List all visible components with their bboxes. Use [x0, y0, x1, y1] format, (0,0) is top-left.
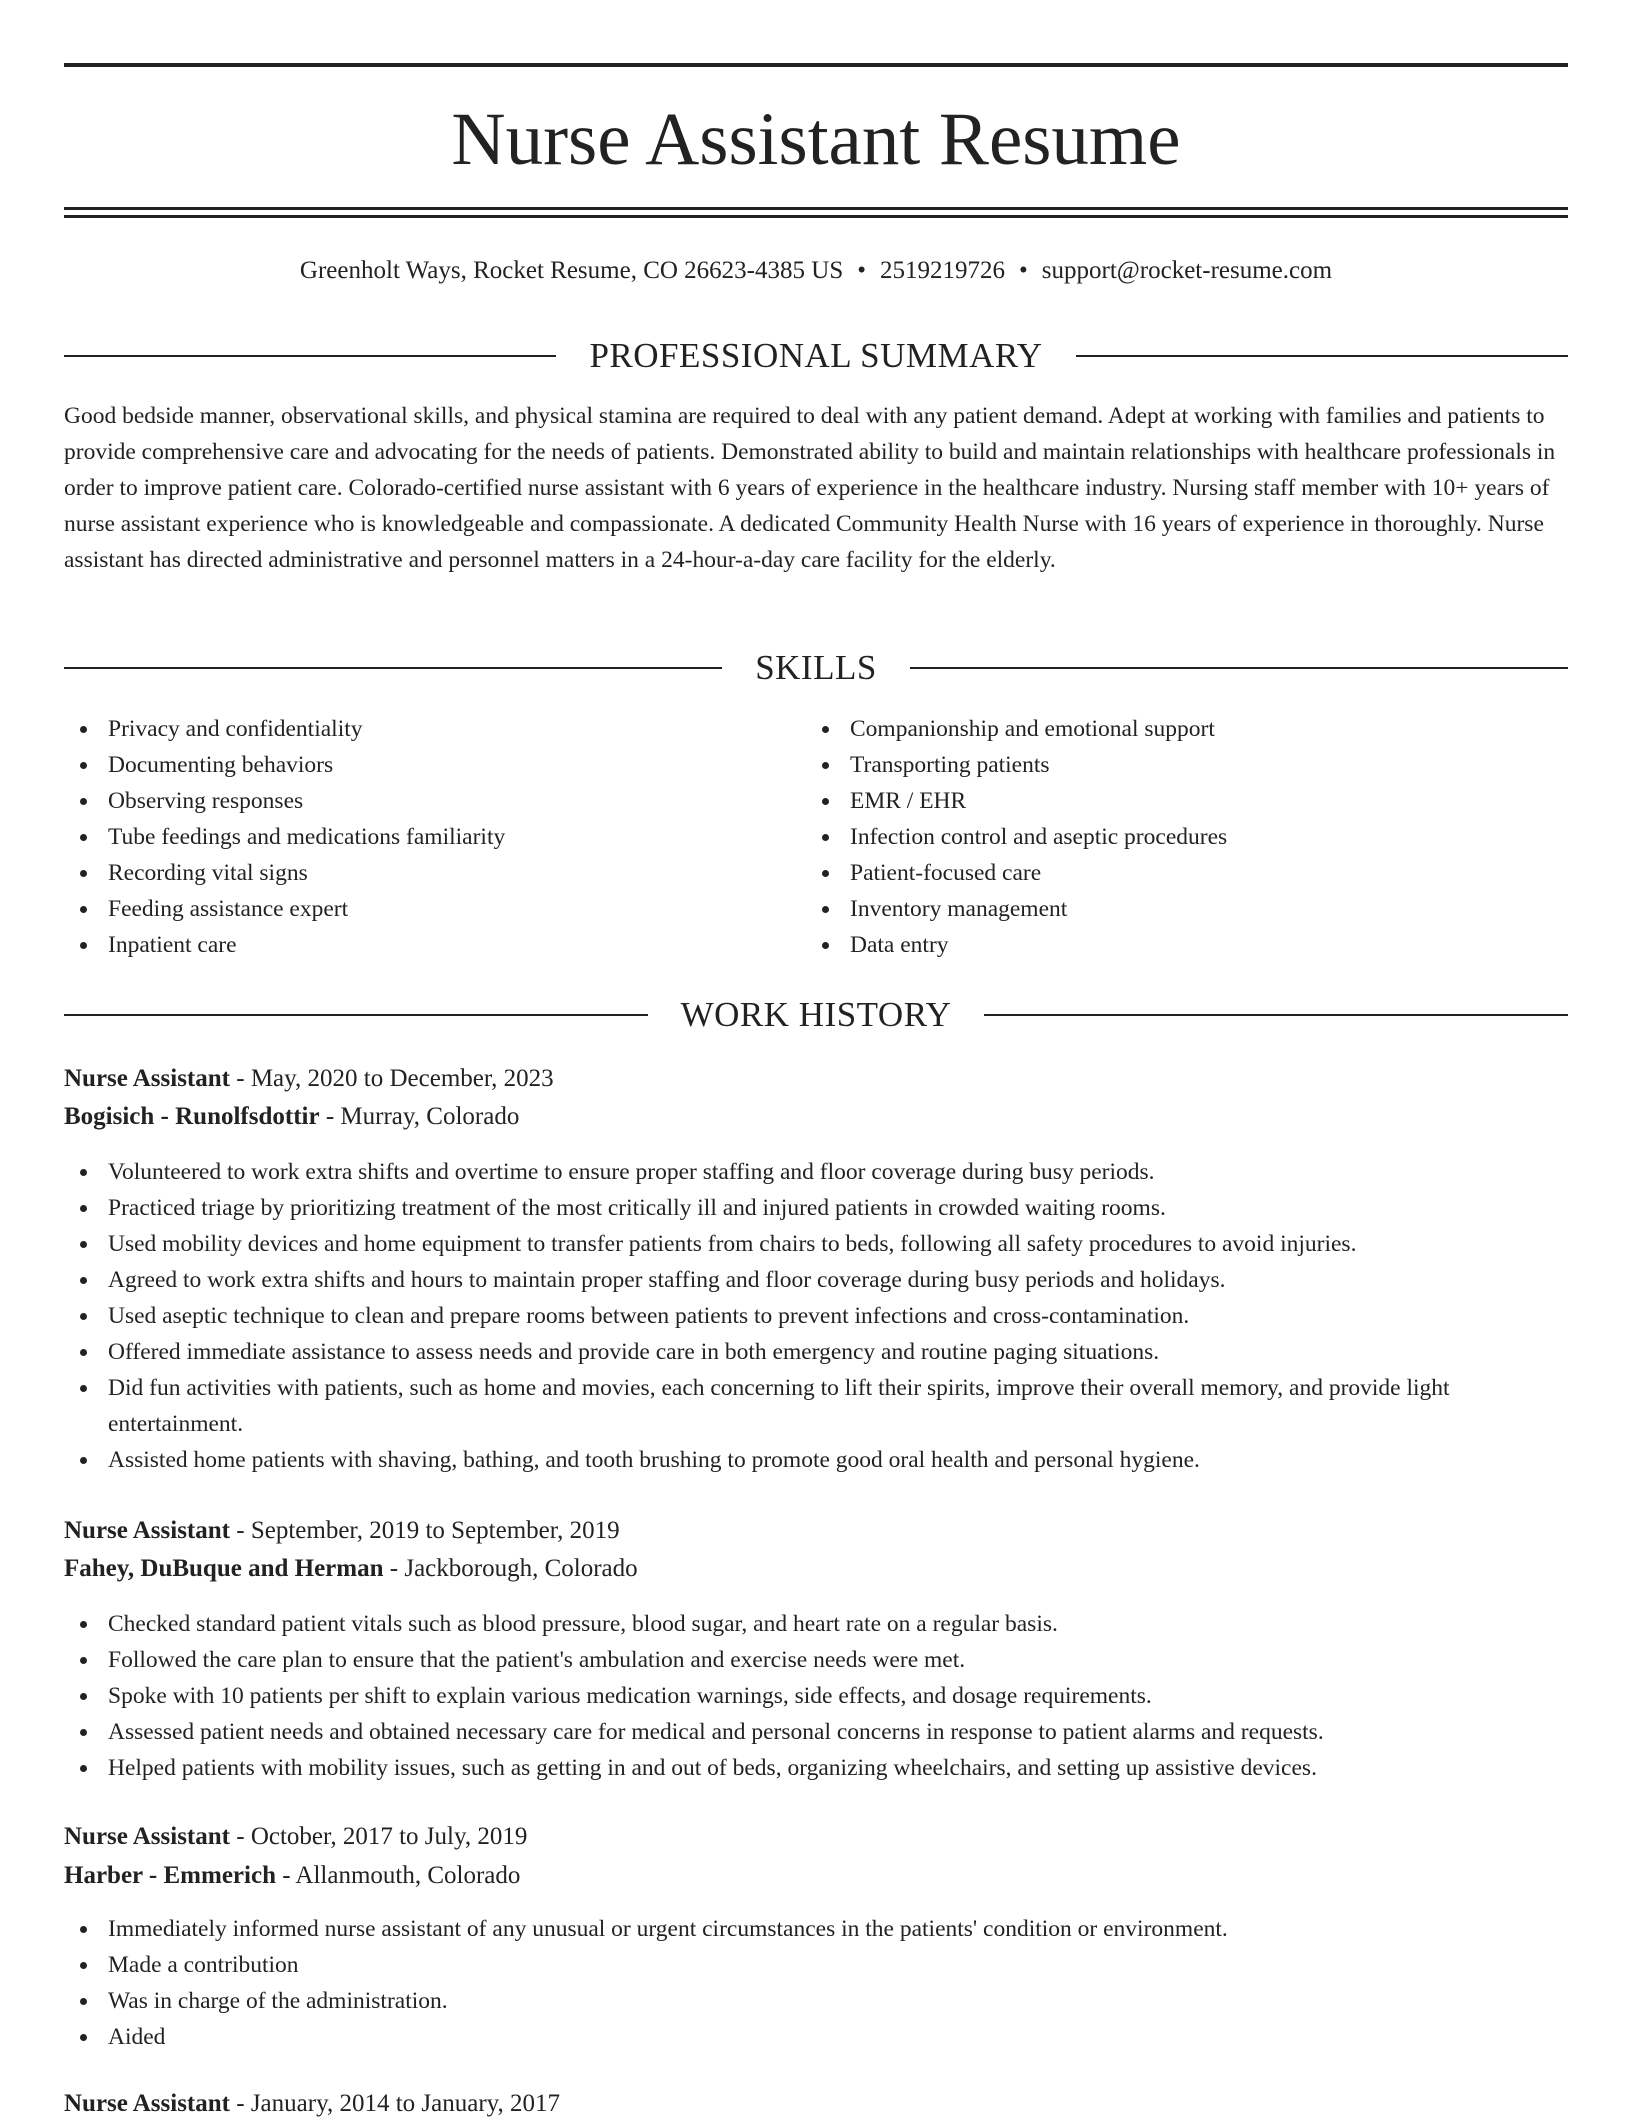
job-bullet: Immediately informed nurse assistant of any unusual or urgent circumstances in the patients' condition or environment. — [64, 1911, 1568, 1947]
contact-phone: 2519219726 — [880, 257, 1005, 284]
job-bullets — [64, 1911, 1568, 2055]
contact-separator: • — [1019, 257, 1028, 284]
heading-rule-right — [1076, 355, 1568, 357]
page-title: Nurse Assistant Resume — [451, 98, 1181, 181]
heading-rule-left — [64, 1014, 648, 1016]
job-company: Harber - Emmerich — [64, 1862, 276, 1889]
job-bullets — [64, 1154, 1568, 1478]
skill-item: Tube feedings and medications familiarity — [64, 819, 764, 855]
job-title-line — [64, 1818, 1568, 1856]
top-rule — [64, 63, 1568, 67]
job-company-line — [64, 1550, 1568, 1588]
skills-list-right — [806, 711, 1506, 963]
job-dates: - May, 2020 to December, 2023 — [230, 1065, 554, 1092]
summary-text: Good bedside manner, observational skills, and physical stamina are required to deal with any patient demand. Adept at working with families and patients to provide comprehensive care and advocating for the needs of patients. Demonstrated ability to build and maintain relationships with healthcare professionals in order to improve patient care. Colorado-certified nurse assistant with 6 years of experience in the healthcare industry. Nursing staff member with 10+ years of nurse assistant experience who is knowledgeable and compassionate. A dedicated Community Health Nurse with 16 years of experience in thoroughly. Nurse assistant has directed administrative and personnel matters in a 24-hour-a-day care facility for the elderly. — [64, 403, 1556, 573]
contact-email: support@rocket-resume.com — [1041, 257, 1333, 284]
job-bullets — [64, 1606, 1568, 1786]
job-title: Nurse Assistant — [64, 2090, 230, 2117]
heading-rule-left — [64, 355, 556, 357]
job-bullet: Used mobility devices and home equipment to transfer patients from chairs to beds, following all safety procedures to avoid injuries. — [64, 1226, 1568, 1262]
job-location: - Murray, Colorado — [319, 1103, 520, 1130]
skill-item: Documenting behaviors — [64, 747, 764, 783]
skill-item: Transporting patients — [806, 747, 1506, 783]
skills-heading-label: SKILLS — [755, 648, 877, 687]
skill-item: Observing responses — [64, 783, 764, 819]
job-company: Fahey, DuBuque and Herman — [64, 1555, 384, 1582]
title-underline-upper — [64, 207, 1568, 210]
skills-heading — [64, 646, 1568, 690]
job-title: Nurse Assistant — [64, 1065, 230, 1092]
skill-item: Recording vital signs — [64, 855, 764, 891]
job-bullet: Agreed to work extra shifts and hours to maintain proper staffing and floor coverage during busy periods and holidays. — [64, 1262, 1568, 1298]
job-bullet: Helped patients with mobility issues, such as getting in and out of beds, organizing wheelchairs, and setting up assistive devices. — [64, 1750, 1568, 1786]
job-bullet: Spoke with 10 patients per shift to explain various medication warnings, side effects, and dosage requirements. — [64, 1678, 1568, 1714]
job-bullet: Checked standard patient vitals such as blood pressure, blood sugar, and heart rate on a regular basis. — [64, 1606, 1568, 1642]
job-title: Nurse Assistant — [64, 1517, 230, 1544]
job-title-line — [64, 2085, 1568, 2123]
job-title-line — [64, 1060, 1568, 1098]
job-dates: - September, 2019 to September, 2019 — [230, 1517, 620, 1544]
skill-item: Feeding assistance expert — [64, 891, 764, 927]
job-bullet: Offered immediate assistance to assess needs and provide care in both emergency and routine paging situations. — [64, 1334, 1568, 1370]
skill-item: Infection control and aseptic procedures — [806, 819, 1506, 855]
title-underline-lower — [64, 215, 1568, 218]
job-bullet: Aided — [64, 2019, 1568, 2055]
job-company-line — [64, 1857, 1568, 1895]
contact-address: Greenholt Ways, Rocket Resume, CO 26623-4385 US — [299, 257, 844, 284]
job-dates: - January, 2014 to January, 2017 — [230, 2090, 561, 2117]
job-location: - Allanmouth, Colorado — [275, 1862, 521, 1889]
job-bullet: Used aseptic technique to clean and prepare rooms between patients to prevent infections and cross-contamination. — [64, 1298, 1568, 1334]
job-bullet: Followed the care plan to ensure that the patient's ambulation and exercise needs were met. — [64, 1642, 1568, 1678]
heading-rule-left — [64, 667, 722, 669]
job-location: - Jackborough, Colorado — [383, 1555, 638, 1582]
summary-heading-label: PROFESSIONAL SUMMARY — [589, 336, 1043, 375]
job-title-line — [64, 1512, 1568, 1550]
skill-item: EMR / EHR — [806, 783, 1506, 819]
job-bullet: Volunteered to work extra shifts and overtime to ensure proper staffing and floor coverage during busy periods. — [64, 1154, 1568, 1190]
contact-line — [0, 254, 1632, 288]
job-dates: - October, 2017 to July, 2019 — [230, 1823, 528, 1850]
job-bullet: Did fun activities with patients, such as home and movies, each concerning to lift their spirits, improve their overall memory, and provide light entertainment. — [64, 1370, 1568, 1442]
job-bullet: Practiced triage by prioritizing treatment of the most critically ill and injured patients in crowded waiting rooms. — [64, 1190, 1568, 1226]
skill-item: Companionship and emotional support — [806, 711, 1506, 747]
contact-separator: • — [857, 257, 866, 284]
skill-item: Data entry — [806, 927, 1506, 963]
work-heading-label: WORK HISTORY — [680, 995, 952, 1034]
job-company-line — [64, 1098, 1568, 1136]
skill-item: Inpatient care — [64, 927, 764, 963]
skill-item: Patient-focused care — [806, 855, 1506, 891]
skill-item: Privacy and confidentiality — [64, 711, 764, 747]
heading-rule-right — [910, 667, 1568, 669]
job-bullet: Assisted home patients with shaving, bathing, and tooth brushing to promote good oral health and personal hygiene. — [64, 1442, 1568, 1478]
job-bullet: Made a contribution — [64, 1947, 1568, 1983]
job-bullet: Assessed patient needs and obtained necessary care for medical and personal concerns in response to patient alarms and requests. — [64, 1714, 1568, 1750]
skill-item: Inventory management — [806, 891, 1506, 927]
job-title: Nurse Assistant — [64, 1823, 230, 1850]
work-heading — [64, 993, 1568, 1037]
skills-list-left — [64, 711, 764, 963]
job-company: Bogisich - Runolfsdottir — [64, 1103, 320, 1130]
heading-rule-right — [984, 1014, 1568, 1016]
summary-heading — [64, 334, 1568, 378]
job-bullet: Was in charge of the administration. — [64, 1983, 1568, 2019]
